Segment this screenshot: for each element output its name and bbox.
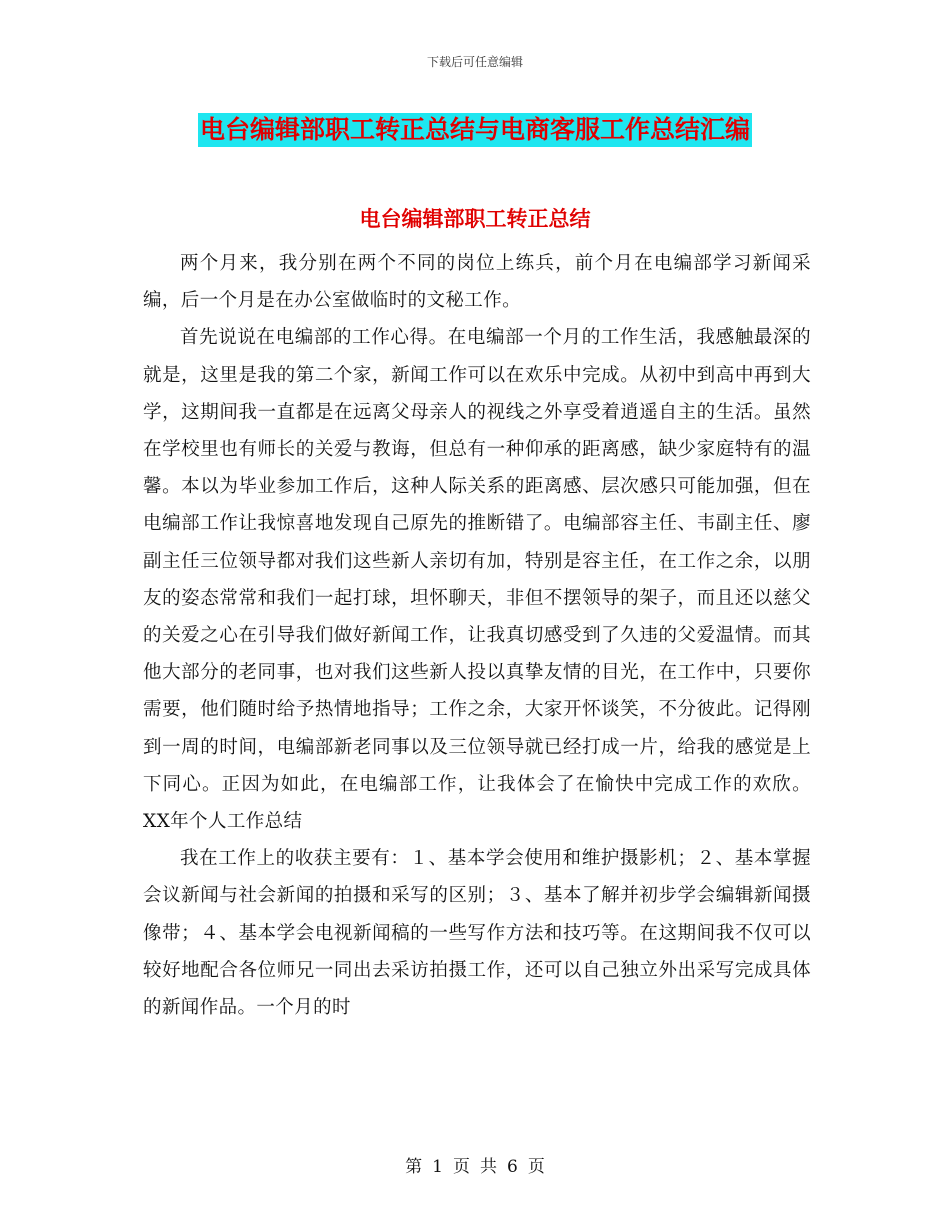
footer-page-number: 1 bbox=[432, 1157, 443, 1177]
footer-total-pages: 6 bbox=[507, 1157, 518, 1177]
document-title-text: 电台编辑部职工转正总结与电商客服工作总结汇编 bbox=[198, 113, 752, 147]
paragraph: 两个月来，我分别在两个不同的岗位上练兵，前个月在电编部学习新闻采编，后一个月是在办公室做临时的文秘工作。 bbox=[143, 253, 811, 312]
section-title: 电台编辑部职工转正总结 bbox=[359, 207, 591, 231]
footer-total-unit: 页 bbox=[527, 1157, 545, 1177]
footer-total-prefix: 共 bbox=[480, 1157, 497, 1177]
paragraph: 首先说说在电编部的工作心得。在电编部一个月的工作生活，我感触最深的就是，这里是我的第二个家，新闻工作可以在欢乐中完成。从初中到高中再到大学，这期间我一直都是在远离父母亲人的视线之外享受着逍遥自主的生活。虽然在学校里也有师长的关爱与教诲，但总有一种仰承的距离感，缺少家庭特有的温馨。本以为毕业参加工作后，这种人际关系的距离感、层次感只可能加强，但在电编部工作让我惊喜地发现自己原先的推断错了。电编部容主任、韦副主任、廖副主任三位领导都对我们这些新人亲切有加，特别是容主任，在工作之余，以朋友的姿态常常和我们一起打球，坦怀聊天，非但不摆领导的架子，而且还以慈父的关爱之心在引导我们做好新闻工作，让我真切感受到了久违的父爱温情。而其他大部分的老同事，也对我们这些新人投以真挚友情的目光，在工作中，只要你需要，他们随时给予热情地指导；工作之余，大家开怀谈笑，不分彼此。记得刚到一周的时间，电编部新老同事以及三位领导就已经打成一片，给我的感觉是上下同心。正因为如此，在电编部工作，让我体会了在愉快中完成工作的欢欣。 XX年个人工作总结 bbox=[143, 327, 811, 833]
paragraph: 我在工作上的收获主要有：１、基本学会使用和维护摄影机；２、基本掌握会议新闻与社会新闻的拍摄和采写的区别；３、基本了解并初步学会编辑新闻摄像带；４、基本学会电视新闻稿的一些写作方法和技巧等。在这期间我不仅可以较好地配合各位师兄一同出去采访拍摄工作，还可以自己独立外出采写完成具体的新闻作品。一个月的时 bbox=[143, 848, 811, 1019]
footer-page-unit: 页 bbox=[453, 1157, 470, 1177]
document-title bbox=[0, 110, 950, 146]
page-footer bbox=[0, 1152, 950, 1177]
document-body bbox=[143, 245, 811, 1026]
header-note: 下载后可任意编辑 bbox=[426, 55, 523, 69]
footer-page-prefix: 第 bbox=[405, 1157, 423, 1177]
